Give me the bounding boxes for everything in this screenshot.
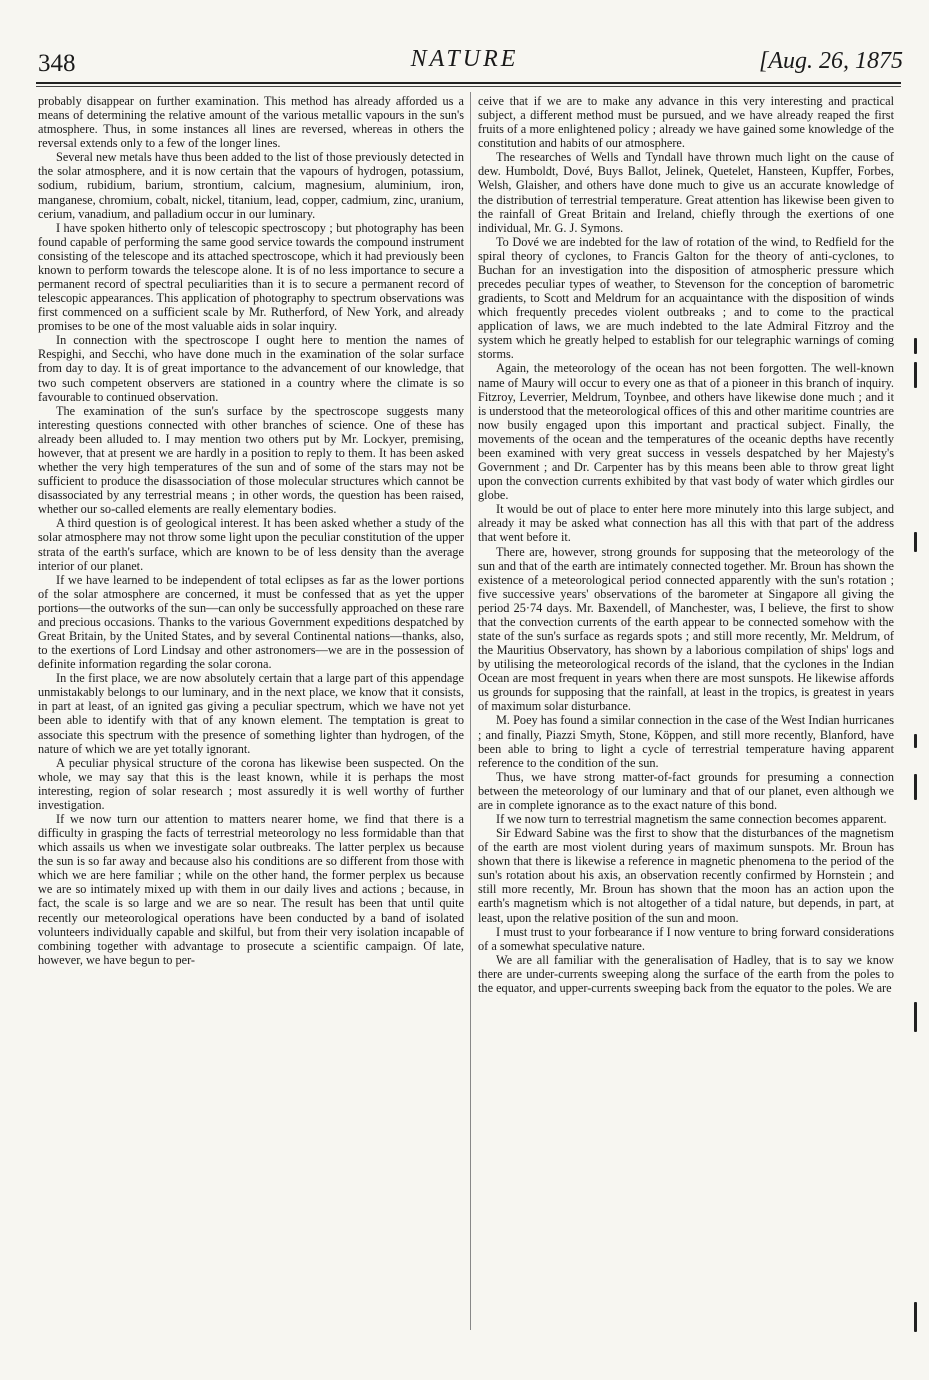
column-divider [470, 92, 471, 1330]
paragraph: We are all familiar with the generalisation of Hadley, that is to say we know there are under-currents sweeping along the surface of the earth from the poles to the equator, and upper-currents sweeping back from the equator to the poles. We are [478, 952, 894, 995]
margin-scan-mark [914, 532, 917, 552]
issue-date: [Aug. 26, 1875 [759, 48, 903, 74]
margin-scan-mark [914, 734, 917, 748]
paragraph: ceive that if we are to make any advance in this very interesting and practical subject, a different method must be pursued, and we have already reaped the first fruits of a more enlightened policy ; already we have gained some knowledge of the constitution and habits of our atmosphere. [478, 94, 894, 151]
margin-scan-mark [914, 338, 917, 354]
journal-title: NATURE [410, 46, 519, 72]
paragraph: Sir Edward Sabine was the first to show that the disturbances of the magnetism of the earth are most violent during years of maximum sunspots. Mr. Broun has shown that there is likewise a reference in magnetic phenomena to the period of the sun's rotation about his axis, an observation recently confirmed by Hornstein ; and still more recently, Mr. Broun has shown that the moon has an action upon the earth's magnetism which is not altogether of a tidal nature, but depends, in part, at least, upon the relative position of the sun and moon. [478, 826, 894, 925]
paragraph: M. Poey has found a similar connection in the case of the West Indian hurricanes ; and finally, Piazzi Smyth, Stone, Köppen, and still more recently, Blanford, have been able to bring to light a cycle of terrestrial temperature having apparent reference to the condition of the sun. [478, 713, 894, 770]
right-column [478, 94, 894, 995]
paragraph: The examination of the sun's surface by the spectroscope suggests many interesting questions connected with other branches of science. One of these has already been alluded to. I may mention two others put by Mr. Lockyer, premising, however, that at present we are hardly in a position to reply to them. It has been asked whether the very high temperatures of the sun and of some of the stars may not be sufficient to produce the disassociation of those molecular structures which cannot be disassociated by any terrestrial means ; in other words, the question has been raised, whether our so-called elements are really elementary bodies. [38, 403, 464, 517]
left-column [38, 94, 464, 967]
margin-scan-mark [914, 362, 917, 388]
paragraph: Again, the meteorology of the ocean has not been forgotten. The well-known name of Maury will occur to every one as that of a pioneer in this branch of inquiry. Fitzroy, Leverrier, Meldrum, Toynbee, and others have likewise done much ; and it is understood that the meteorological offices of this and other maritime countries are now busily engaged upon this important and practical subject. Finally, the movements of the ocean and the temperatures of the oceanic depths have recently been examined with very great success in vessels despatched by her Majesty's Government ; and Dr. Carpenter has by this means been able to throw great light upon the convection currents exhibited by that vast body of water which girdles our globe. [478, 361, 894, 503]
paragraph: A peculiar physical structure of the corona has likewise been suspected. On the whole, we may say that this is the least known, while it is perhaps the most interesting, region of solar research ; most assuredly it is well worthy of further investigation. [38, 755, 464, 812]
margin-scan-mark [914, 774, 917, 800]
paragraph: If we now turn our attention to matters nearer home, we find that there is a difficulty in grasping the facts of terrestrial meteorology no less formidable than that which assails us when we investigate solar outbreaks. The latter perplex us because the sun is so far away and because also his conditions are so different from those with which we are here familiar ; while on the other hand, the former perplex us because we are so intimately mixed up with them in our daily lives and actions ; because, in fact, the scale is so large and we are so near. The result has been that until quite recently our meteorological operations have been conducted by a band of isolated volunteers individually capable and skilful, but from their very isolation incapable of combining together with advantage to prosecute a scientific campaign. Of late, however, we have begun to per- [38, 811, 464, 967]
paragraph: Thus, we have strong matter-of-fact grounds for presuming a connection between the meteorology of our luminary and that of our planet, even although we are in complete ignorance as to the exact nature of this bond. [478, 769, 894, 812]
paragraph: It would be out of place to enter here more minutely into this large subject, and already it may be asked what connection has all this with that part of the address that went before it. [478, 502, 894, 545]
paragraph: I have spoken hitherto only of telescopic spectroscopy ; but photography has been found capable of performing the same good service towards the compound instrument consisting of the telescope and its attached spectroscope, which it had previously been known to perform towards the telescope alone. It is of no less importance to secure a permanent record of spectral peculiarities than it is to secure a permanent record of telescopic appearances. This application of photography to spectrum observations was first commenced on a sufficient scale by Mr. Rutherford, of New York, and already promises to be one of the most valuable aids in solar inquiry. [38, 220, 464, 334]
paragraph: Several new metals have thus been added to the list of those previously detected in the solar atmosphere, and it is now certain that the vapours of hydrogen, potassium, sodium, rubidium, barium, strontium, calcium, magnesium, aluminium, iron, manganese, chromium, cobalt, nickel, titanium, lead, copper, cadmium, zinc, uranium, cerium, vanadium, and palladium occur in our luminary. [38, 150, 464, 221]
page-number: 348 [38, 50, 76, 77]
paragraph: probably disappear on further examination. This method has already afforded us a means of determining the relative amount of the various metallic vapours in the sun's atmosphere. Thus, in some instances all lines are reversed, whereas in others the reversal extends only to a few of the longer lines. [38, 94, 464, 151]
paragraph: If we have learned to be independent of total eclipses as far as the lower portions of the solar atmosphere are concerned, it must be confessed that as yet the upper portions—the outworks of the sun—can only be successfully approached on these rare and precious occasions. Thanks to the various Government expeditions despatched by Great Britain, by the United States, and by several Continental nations—thanks, also, to the exertions of Lord Lindsay and other astronomers—we are in the possession of definite information regarding the solar corona. [38, 572, 464, 672]
header-rule-thin [36, 86, 901, 87]
paragraph: In connection with the spectroscope I ought here to mention the names of Respighi, and Secchi, who have done much in the examination of the solar surface from day to day. It is of great importance to the advancement of our knowledge, that two such competent observers are stationed in a country where the climate is so favourable to continued observation. [38, 333, 464, 404]
header-rule [36, 82, 901, 84]
paragraph: To Dové we are indebted for the law of rotation of the wind, to Redfield for the spiral theory of cyclones, to Francis Galton for the theory of anti-cyclones, to Buchan for an investigation into the disposition of atmospheric pressure which precedes peculiar types of weather, to Stevenson for the conception of barometric gradients, to Scott and Meldrum for an acquaintance with the disposition of winds which frequently precedes violent outbreaks ; and to come to the practical application of laws, we are much indebted to the late Admiral Fitzroy and the system which he greatly helped to establish for our telegraphic warnings of coming storms. [478, 234, 894, 362]
margin-scan-mark [914, 1302, 917, 1332]
paragraph: There are, however, strong grounds for supposing that the meteorology of the sun and that of the earth are intimately connected together. Mr. Broun has shown the existence of a meteorological period connected apparently with the sun's rotation ; five successive years' observations of the barometer at Singapore all giving the period 25·74 days. Mr. Baxendell, of Manchester, was, I believe, the first to show that the convection currents of the earth appear to be connected somehow with the state of the sun's surface as regards spots ; and still more recently, Mr. Meldrum, of the Mauritius Observatory, has shown by a laborious compilation of ships' logs and by utilising the meteorological records of the island, that the cyclones in the Indian Ocean are most frequent in years when there are most sunspots. He likewise affords us grounds for supposing that the rainfall, at least in the tropics, is greatest in years of maximum solar disturbance. [478, 544, 894, 714]
paragraph: If we now turn to terrestrial magnetism the same connection becomes apparent. [496, 811, 887, 826]
paragraph: I must trust to your forbearance if I now venture to bring forward considerations of a somewhat speculative nature. [478, 924, 894, 953]
paragraph: A third question is of geological interest. It has been asked whether a study of the solar atmosphere may not throw some light upon the peculiar constitution of the upper strata of the earth's surface, which are known to be of less density than the average interior of our planet. [38, 516, 464, 573]
paragraph: In the first place, we are now absolutely certain that a large part of this appendage unmistakably belongs to our luminary, and in the next place, we know that it consists, in part at least, of an ignited gas giving a peculiar spectrum, which we have not yet been able to identify with that of any known element. The temptation is great to associate this spectrum with the presence of something lighter than hydrogen, of the nature of which we are yet totally ignorant. [38, 671, 464, 756]
paragraph: The researches of Wells and Tyndall have thrown much light on the cause of dew. Humboldt, Dové, Buys Ballot, Jelinek, Quetelet, Hansteen, Kupffer, Forbes, Welsh, Glaisher, and others have done much to give us an accurate knowledge of the distribution of terrestrial temperature. Great attention has likewise been given to the rainfall of Great Britain and Ireland, chiefly through the exertions of one individual, Mr. G. J. Symons. [478, 150, 894, 235]
margin-scan-mark [914, 1002, 917, 1032]
